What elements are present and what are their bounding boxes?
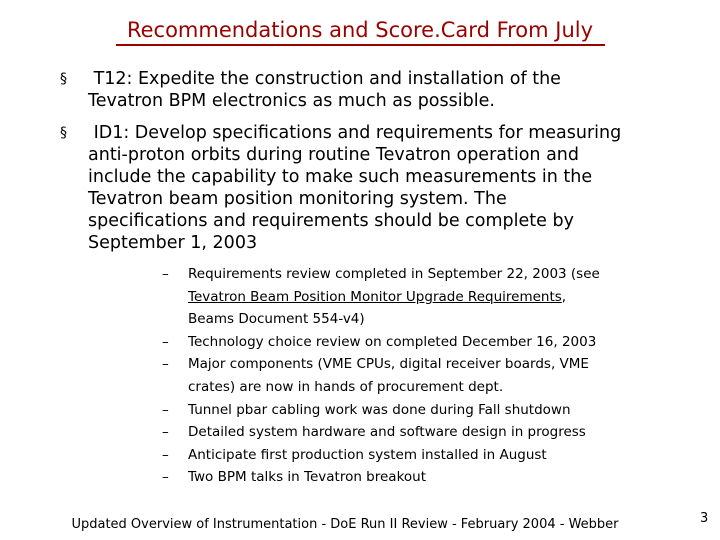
sub-item-major-components: [162, 353, 682, 398]
dash-marker: –: [162, 356, 169, 373]
sub-item-line: Requirements review completed in September 22, 2003 (see: [188, 266, 600, 282]
sub-item-line: Beams Document 554-v4): [188, 311, 365, 328]
bullet-line: ID1: Develop specifications and requirements for measuring: [88, 123, 622, 143]
slide-footer: Updated Overview of Instrumentation - DoE Run II Review - February 2004 - Webber: [71, 517, 619, 532]
bullet-line: September 1, 2003: [88, 233, 258, 253]
bullet-marker: §: [60, 125, 67, 141]
bullet-line: T12: Expedite the construction and installation of the: [88, 69, 561, 89]
sub-item-bpm-talks: [162, 466, 682, 489]
sub-item-line: [188, 286, 682, 309]
dash-marker: –: [162, 469, 169, 486]
bullet-line: Tevatron BPM electronics as much as possible.: [88, 91, 495, 111]
bullet-line: specifications and requirements should be complete by: [88, 211, 574, 231]
bullet-item-t12: [88, 68, 688, 112]
slide-title: Recommendations and Score.Card From July: [126, 18, 594, 42]
sub-item-line: crates) are now in hands of procurement dept.: [188, 378, 504, 395]
sub-item-production-system: [162, 444, 682, 467]
title-underline: [116, 44, 605, 46]
sub-item-requirements-review: [162, 263, 682, 331]
bullet-line: Tevatron beam position monitoring system. The: [88, 189, 507, 209]
dash-marker: –: [162, 333, 169, 350]
dash-marker: –: [162, 446, 169, 463]
bullet-line: anti-proton orbits during routine Tevatron operation and: [88, 145, 579, 165]
sub-item-technology-review: [162, 331, 682, 354]
sub-list: [162, 263, 682, 489]
sub-item-cabling: [162, 399, 682, 422]
sub-item-text: Two BPM talks in Tevatron breakout: [188, 469, 427, 486]
bullet-line: include the capability to make such measurements in the: [88, 167, 593, 187]
sub-item-text: Anticipate first production system installed in August: [188, 446, 547, 463]
dash-marker: –: [162, 266, 169, 282]
sub-item-text: Technology choice review on completed December 16, 2003: [188, 333, 597, 350]
bullet-item-id1: [88, 122, 688, 254]
sub-item-line-rest: ,: [561, 288, 567, 305]
sub-item-text: Detailed system hardware and software design in progress: [188, 424, 586, 441]
sub-item-line: Major components (VME CPUs, digital receiver boards, VME: [188, 356, 589, 373]
sub-item-detailed-design: [162, 421, 682, 444]
page-number: 3: [700, 511, 709, 526]
sub-item-text: Tunnel pbar cabling work was done during Fall shutdown: [188, 401, 571, 418]
requirements-document-link[interactable]: Tevatron Beam Position Monitor Upgrade Requirements: [188, 288, 562, 305]
dash-marker: –: [162, 424, 169, 441]
bullet-marker: §: [60, 71, 67, 87]
dash-marker: –: [162, 401, 169, 418]
